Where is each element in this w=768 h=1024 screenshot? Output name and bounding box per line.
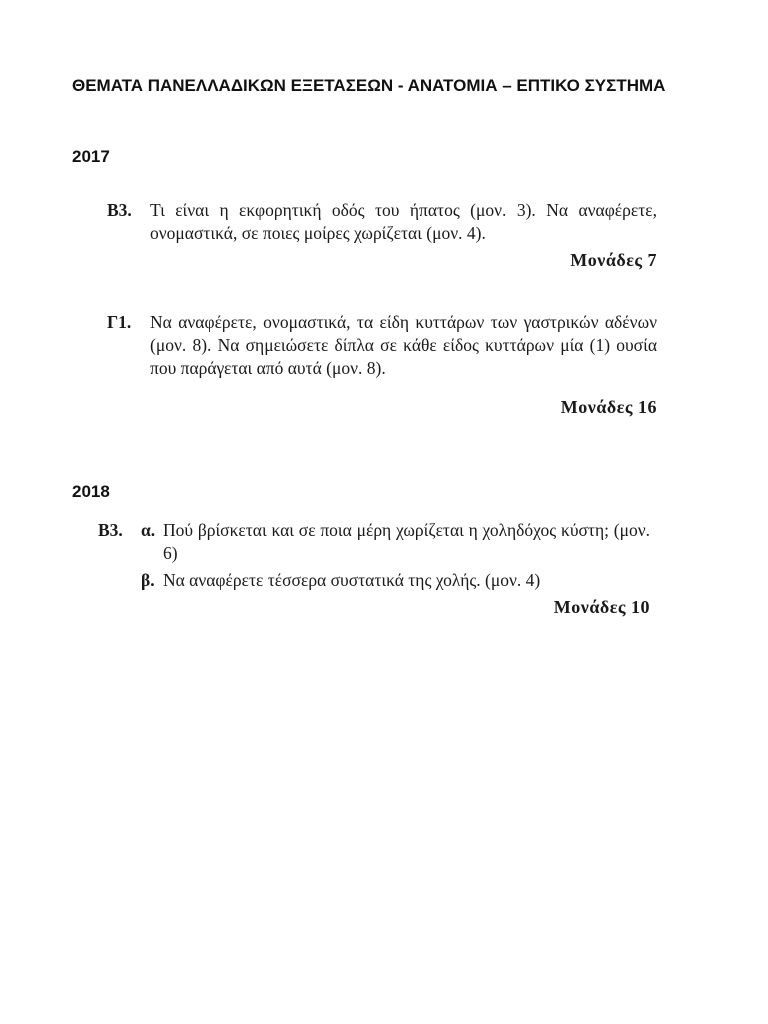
- part-text: Πού βρίσκεται και σε ποια μέρη χωρίζεται η χοληδόχος κύστη; (μον. 6): [163, 520, 650, 563]
- marks-label: Μονάδες 7: [570, 250, 657, 270]
- question-b3-2018: [98, 519, 650, 619]
- question-number: Β3.: [107, 200, 132, 220]
- marks-label: Μονάδες 16: [560, 397, 657, 417]
- question-text: Να αναφέρετε, ονομαστικά, τα είδη κυττάρων των γαστρικών αδένων (μον. 8). Να σημειώσετε δίπλα σε κάθε είδος κυττάρων μία (1) ουσία που παράγεται από αυτά (μον. 8).: [150, 312, 657, 378]
- part-text: Να αναφέρετε τέσσερα συστατικά της χολής. (μον. 4): [163, 570, 541, 590]
- question-parts: [141, 519, 650, 592]
- question-part-a: [141, 519, 650, 565]
- question-number: Γ1.: [107, 312, 132, 332]
- question-part-b: [141, 569, 650, 592]
- part-label: β.: [141, 570, 155, 590]
- page-title: ΘΕΜΑΤΑ ΠΑΝΕΛΛΑΔΙΚΩΝ ΕΞΕΤΑΣΕΩΝ - ΑΝΑΤΟΜΙΑ – ΕΠΤΙΚΟ ΣΥΣΤΗΜΑ: [72, 76, 666, 95]
- part-label: α.: [141, 520, 156, 540]
- question-text: Τι είναι η εκφορητική οδός του ήπατος (μον. 3). Να αναφέρετε, ονομαστικά, σε ποιες μοίρες χωρίζεται (μον. 4).: [150, 200, 657, 243]
- marks-label: Μονάδες 10: [553, 597, 650, 617]
- year-heading-2018: 2018: [72, 482, 110, 501]
- question-b3-2017: [107, 199, 657, 272]
- question-g1-2017: [107, 311, 657, 419]
- question-number: Β3.: [98, 520, 123, 540]
- year-heading-2017: 2017: [72, 147, 110, 166]
